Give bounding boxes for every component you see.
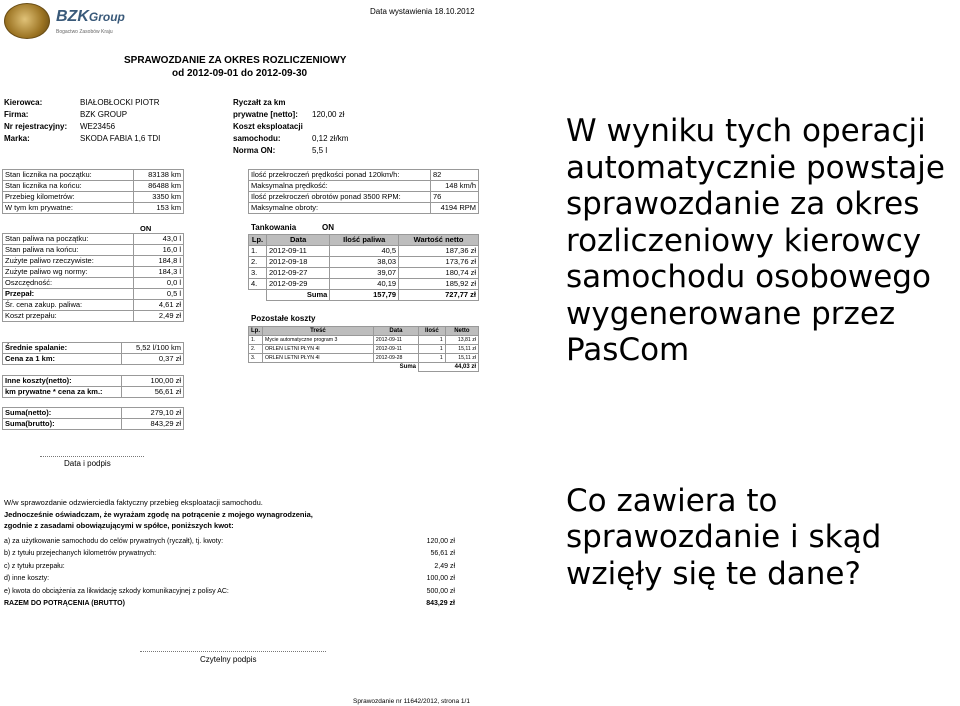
table-cell [263, 363, 374, 372]
table-cell: Ilość przekroczeń obrotów ponad 3500 RPM: [249, 192, 431, 203]
norm-label: Norma ON: [233, 146, 276, 155]
deduction-label: c) z tytułu przepału: [4, 563, 65, 570]
table-cell: 184,3 l [134, 267, 184, 278]
table-row [3, 245, 184, 256]
column-header: Ilość paliwa [330, 235, 399, 246]
table-row [3, 354, 184, 365]
table-cell: 184,8 l [134, 256, 184, 267]
table-sum-row [249, 363, 479, 372]
table-header-row [249, 235, 479, 246]
table-cell: 1 [419, 345, 446, 354]
table-cell: Maksymalne obroty: [249, 203, 431, 214]
brand-name: BZKGroup [56, 8, 125, 25]
deduction-value: 56,61 zł [430, 550, 455, 557]
allowance-private-label: prywatne [netto]: [233, 110, 298, 119]
table-cell: 2. [249, 257, 267, 268]
deduction-label: b) z tytułu przejechanych kilometrów prywatnych: [4, 550, 157, 557]
table-cell: 13,81 zł [445, 336, 478, 345]
column-header: Data [373, 327, 418, 336]
table-cell: 40,5 [330, 246, 399, 257]
table-cell: 4,61 zł [134, 300, 184, 311]
table-cell [3, 365, 122, 376]
refuel-title: Tankowania [251, 223, 297, 232]
issue-date: Data wystawienia 18.10.2012 [370, 7, 475, 16]
table-cell: 39,07 [330, 268, 399, 279]
table-cell: 3. [249, 354, 263, 363]
table-row [249, 354, 479, 363]
table-row [249, 246, 479, 257]
table-cell: 43,0 l [134, 234, 184, 245]
table-cell: Suma(brutto): [3, 419, 122, 430]
table-cell: 16,0 l [134, 245, 184, 256]
table-row [249, 203, 479, 214]
table-sum-row [249, 290, 479, 301]
table-cell: 1 [419, 336, 446, 345]
column-header: Data [267, 235, 330, 246]
table-cell: 2012-09-11 [373, 345, 418, 354]
table-cell: Cena za 1 km: [3, 354, 122, 365]
deduction-label: a) za użytkowanie samochodu do celów prywatnych (ryczałt), tj. kwoty: [4, 538, 224, 545]
table-cell: 2012-09-27 [267, 268, 330, 279]
table-row [249, 181, 479, 192]
table-cell: 83138 km [134, 170, 184, 181]
table-cell: 0,5 l [134, 289, 184, 300]
speed-table [248, 169, 479, 214]
bzk-logo-icon [4, 3, 50, 39]
report-title: SPRAWOZDANIE ZA OKRES ROZLICZENIOWY [124, 55, 347, 66]
declaration-line-3: zgodnie z zasadami obowiązującymi w spółce, poniższych kwot: [4, 521, 234, 530]
signature-line [40, 456, 144, 457]
table-cell: Maksymalna prędkość: [249, 181, 431, 192]
column-header: Lp. [249, 235, 267, 246]
table-row [3, 181, 184, 192]
table-cell: 3350 km [134, 192, 184, 203]
declaration-line-1: W/w sprawozdanie odzwierciedla faktyczny przebieg eksploatacji samochodu. [4, 498, 263, 507]
table-cell: km prywatne * cena za km.: [3, 386, 122, 397]
registration-label: Nr rejestracyjny: [4, 122, 68, 131]
table-row [249, 279, 479, 290]
table-cell: 843,29 zł [122, 419, 184, 430]
table-cell: 2. [249, 345, 263, 354]
table-cell: ORLEN LETNI PŁYN 4l [263, 354, 374, 363]
table-cell: Stan licznika na końcu: [3, 181, 134, 192]
table-cell: 5,52 l/100 km [122, 343, 184, 354]
allowance-private-value: 120,00 zł [312, 110, 345, 119]
table-row [249, 336, 479, 345]
slide-paragraph-2: Co zawiera to sprawozdanie i skąd wzięły się te dane? [566, 482, 882, 592]
table-cell: 2012-09-18 [267, 257, 330, 268]
allowance-title: Ryczałt za km [233, 98, 286, 107]
table-cell: Zużyte paliwo rzeczywiste: [3, 256, 134, 267]
table-header-row [249, 327, 479, 336]
table-cell: Śr. cena zakup. paliwa: [3, 300, 134, 311]
deduction-value: 100,00 zł [426, 575, 455, 582]
table-cell: 1 [419, 354, 446, 363]
deduction-value: 500,00 zł [426, 588, 455, 595]
column-header: Netto [445, 327, 478, 336]
table-cell: Stan licznika na początku: [3, 170, 134, 181]
table-cell: 82 [431, 170, 479, 181]
total-deduction-label: RAZEM DO POTRĄCENIA (BRUTTO) [4, 600, 125, 607]
table-cell: Suma [399, 364, 417, 371]
fuel-type-header: ON [140, 224, 152, 233]
total-deduction-value: 843,29 zł [426, 600, 455, 607]
signature-line [140, 651, 326, 652]
table-row [249, 192, 479, 203]
table-cell: 56,61 zł [122, 386, 184, 397]
table-cell: Oszczędność: [3, 278, 134, 289]
table-cell [122, 365, 184, 376]
refuel-table [248, 234, 479, 301]
table-cell: Średnie spalanie: [3, 343, 122, 354]
table-cell: 157,79 [330, 290, 399, 301]
table-row [3, 289, 184, 300]
company-value: BZK GROUP [80, 110, 128, 119]
table-cell: 148 km/h [431, 181, 479, 192]
table-cell: Przebieg kilometrów: [3, 192, 134, 203]
table-cell: 4194 RPM [431, 203, 479, 214]
table-cell: Przepał: [3, 289, 134, 300]
other-costs-table [248, 326, 479, 372]
deduction-label: d) inne koszty: [4, 575, 50, 582]
make-label: Marka: [4, 134, 30, 143]
cost-value: 0,12 zł/km [312, 134, 349, 143]
table-cell [122, 397, 184, 408]
table-cell: Ilość przekroczeń prędkości ponad 120km/h: [249, 170, 431, 181]
table-row [3, 408, 184, 419]
table-cell: Suma [267, 290, 330, 301]
table-cell: 1. [249, 336, 263, 345]
table-cell: Stan paliwa na początku: [3, 234, 134, 245]
table-row [3, 256, 184, 267]
table-cell: 15,11 zł [445, 354, 478, 363]
table-cell: ORLEN LETNI PŁYN 4l [263, 345, 374, 354]
column-header: Lp. [249, 327, 263, 336]
company-label: Firma: [4, 110, 29, 119]
table-cell: Mycie automatyczne program 3 [263, 336, 374, 345]
table-cell: 0,0 l [134, 278, 184, 289]
report-period: od 2012-09-01 do 2012-09-30 [172, 68, 308, 79]
table-cell: 38,03 [330, 257, 399, 268]
brand-tagline: Bogactwo Zasobów Kraju [56, 29, 113, 35]
slide-text [566, 113, 960, 706]
other-costs-title: Pozostałe koszty [251, 314, 316, 323]
cost-title: Koszt eksploatacji [233, 122, 303, 131]
table-cell: Suma(netto): [3, 408, 122, 419]
odometer-table [2, 169, 184, 214]
table-row [3, 343, 184, 354]
table-row [3, 365, 184, 376]
table-cell: 2012-09-29 [267, 279, 330, 290]
table-cell: 180,74 zł [399, 268, 479, 279]
table-cell: 3. [249, 268, 267, 279]
table-row [249, 257, 479, 268]
table-cell: 44,03 zł [419, 363, 479, 372]
table-row [3, 397, 184, 408]
table-cell: 173,76 zł [399, 257, 479, 268]
table-cell [249, 363, 263, 372]
driver-value: BIAŁOBŁOCKI PIOTR [80, 98, 160, 107]
table-cell: 100,00 zł [122, 375, 184, 386]
deduction-label: e) kwota do obciążenia za likwidację szkody komunikacyjnej z polisy AC: [4, 588, 229, 595]
make-value: SKODA FABIA 1,6 TDI [80, 134, 161, 143]
table-cell: 727,77 zł [399, 290, 479, 301]
column-header: Wartość netto [399, 235, 479, 246]
column-header: Ilość [419, 327, 446, 336]
table-row [3, 300, 184, 311]
table-cell [3, 397, 122, 408]
table-cell: 2012-09-28 [373, 354, 418, 363]
table-cell: 4. [249, 279, 267, 290]
signature-label: Czytelny podpis [200, 655, 257, 664]
table-cell: 2,49 zł [134, 311, 184, 322]
table-row [249, 345, 479, 354]
table-cell: 2012-09-11 [267, 246, 330, 257]
table-cell: 2012-09-11 [373, 336, 418, 345]
table-row [3, 170, 184, 181]
deduction-value: 2,49 zł [434, 563, 455, 570]
table-cell: 153 km [134, 203, 184, 214]
table-row [3, 234, 184, 245]
table-row [249, 170, 479, 181]
table-cell: 0,37 zł [122, 354, 184, 365]
table-row [3, 278, 184, 289]
table-cell: 76 [431, 192, 479, 203]
table-row [249, 268, 479, 279]
table-cell [249, 290, 267, 301]
declaration-line-2: Jednocześnie oświadczam, że wyrażam zgodę na potrącenie z mojego wynagrodzenia, [4, 510, 313, 519]
table-cell: 185,92 zł [399, 279, 479, 290]
table-cell: Zużyte paliwo wg normy: [3, 267, 134, 278]
table-row [3, 203, 184, 214]
table-row [3, 419, 184, 430]
page-footer: Sprawozdanie nr 11642/2012, strona 1/1 [353, 698, 470, 705]
column-header: Treść [263, 327, 374, 336]
table-row [3, 375, 184, 386]
table-cell: 86488 km [134, 181, 184, 192]
deduction-value: 120,00 zł [426, 538, 455, 545]
table-cell: Inne koszty(netto): [3, 375, 122, 386]
table-cell: Koszt przepału: [3, 311, 134, 322]
table-cell: 279,10 zł [122, 408, 184, 419]
table-cell: 40,19 [330, 279, 399, 290]
refuel-fuel-type: ON [322, 223, 334, 232]
slide-paragraph-1: W wyniku tych operacji automatycznie powstaje sprawozdanie za okres rozliczeniowy kierowcy samochodu osobowego wygenerowane przez PasCom [566, 113, 945, 368]
summary-table [2, 342, 184, 430]
table-cell: 187,36 zł [399, 246, 479, 257]
table-cell: 1. [249, 246, 267, 257]
table-row [3, 192, 184, 203]
norm-value: 5,5 l [312, 146, 328, 155]
fuel-table [2, 233, 184, 322]
table-cell: W tym km prywatne: [3, 203, 134, 214]
registration-value: WE23456 [80, 122, 116, 131]
cost-label: samochodu: [233, 134, 281, 143]
table-cell: 15,11 zł [445, 345, 478, 354]
table-row [3, 311, 184, 322]
table-cell: Stan paliwa na końcu: [3, 245, 134, 256]
driver-label: Kierowca: [4, 98, 43, 107]
table-row [3, 267, 184, 278]
signature-label: Data i podpis [64, 459, 111, 468]
table-row [3, 386, 184, 397]
